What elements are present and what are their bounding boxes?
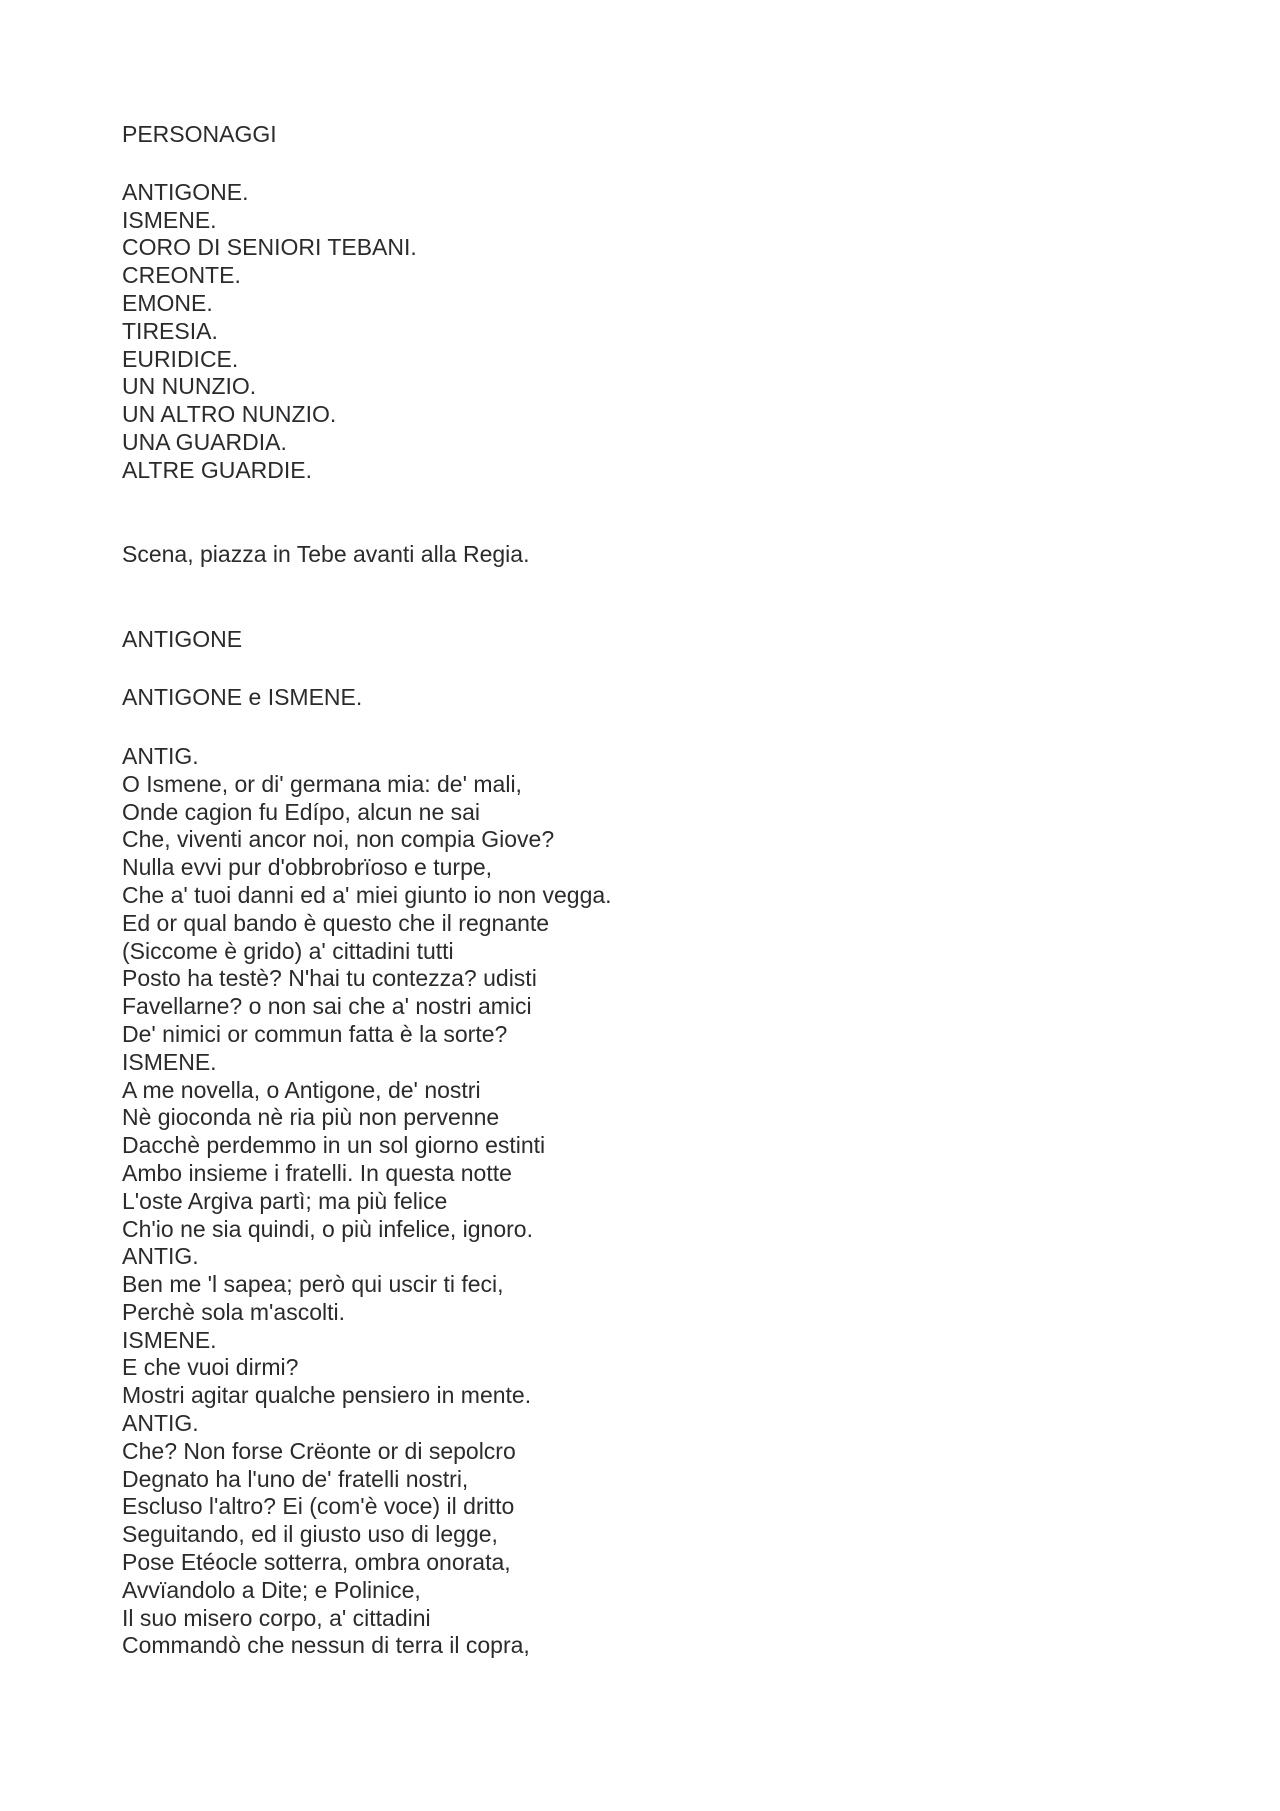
verse-line: Ambo insieme i fratelli. In questa notte	[122, 1159, 512, 1186]
verse-line: Ben me 'l sapea; però qui uscir ti feci,	[122, 1271, 504, 1298]
verse-line: Degnato ha l'uno de' fratelli nostri,	[122, 1465, 469, 1492]
section-title: ANTIGONE	[122, 626, 243, 653]
character-item: ALTRE GUARDIE.	[122, 456, 312, 483]
document-page	[122, 121, 1182, 1660]
verse-line: Escluso l'altro? Ei (com'è voce) il dritto	[122, 1493, 515, 1520]
verse-line: Dacchè perdemmo in un sol giorno estinti	[122, 1132, 546, 1159]
verse-line: Mostri agitar qualche pensiero in mente.	[122, 1382, 532, 1409]
verse-line: Posto ha testè? N'hai tu contezza? udisti	[122, 965, 537, 992]
speaker-label: ANTIG.	[122, 742, 199, 769]
verse-line: Che? Non forse Crëonte or di sepolcro	[122, 1437, 516, 1464]
character-item: ISMENE.	[122, 206, 217, 233]
character-item: EURIDICE.	[122, 345, 239, 372]
verse-line: O Ismene, or di' germana mia: de' mali,	[122, 770, 522, 797]
character-list	[122, 179, 1182, 485]
verse-line: A me novella, o Antigone, de' nostri	[122, 1076, 481, 1103]
verse-line: E che vuoi dirmi?	[122, 1354, 299, 1381]
verse-line: Pose Etéocle sotterra, ombra onorata,	[122, 1549, 511, 1576]
character-item: CREONTE.	[122, 262, 241, 289]
character-item: ANTIGONE.	[122, 178, 249, 205]
heading: PERSONAGGI	[122, 121, 277, 147]
verse-line: Nè gioconda nè ria più non pervenne	[122, 1104, 500, 1131]
dialogue	[122, 743, 1182, 1660]
scene-characters: ANTIGONE e ISMENE.	[122, 684, 363, 711]
character-item: TIRESIA.	[122, 317, 218, 344]
verse-line: (Siccome è grido) a' cittadini tutti	[122, 937, 454, 964]
speaker-label: ISMENE.	[122, 1048, 217, 1075]
speaker-label: ANTIG.	[122, 1243, 199, 1270]
verse-line: De' nimici or commun fatta è la sorte?	[122, 1020, 508, 1047]
character-item: UNA GUARDIA.	[122, 428, 287, 455]
character-item: EMONE.	[122, 289, 213, 316]
verse-line: Che a' tuoi danni ed a' miei giunto io non vegga.	[122, 881, 612, 908]
verse-line: Avvïandolo a Dite; e Polinice,	[122, 1576, 421, 1603]
character-item: UN ALTRO NUNZIO.	[122, 401, 337, 428]
verse-line: Perchè sola m'ascolti.	[122, 1298, 345, 1325]
character-item: UN NUNZIO.	[122, 373, 257, 400]
verse-line: Commandò che nessun di terra il copra,	[122, 1632, 530, 1659]
verse-line: L'oste Argiva partì; ma più felice	[122, 1187, 448, 1214]
scene-description: Scena, piazza in Tebe avanti alla Regia.	[122, 540, 530, 567]
verse-line: Nulla evvi pur d'obbrobrïoso e turpe,	[122, 854, 493, 881]
verse-line: Ch'io ne sia quindi, o più infelice, ignoro.	[122, 1215, 533, 1242]
speaker-label: ANTIG.	[122, 1410, 199, 1437]
verse-line: Ed or qual bando è questo che il regnante	[122, 909, 550, 936]
verse-line: Seguitando, ed il giusto uso di legge,	[122, 1521, 498, 1548]
verse-line: Che, viventi ancor noi, non compia Giove?	[122, 826, 555, 853]
character-item: CORO DI SENIORI TEBANI.	[122, 234, 417, 261]
speaker-label: ISMENE.	[122, 1326, 217, 1353]
verse-line: Onde cagion fu Edípo, alcun ne sai	[122, 798, 481, 825]
verse-line: Favellarne? o non sai che a' nostri amici	[122, 993, 532, 1020]
verse-line: Il suo misero corpo, a' cittadini	[122, 1604, 431, 1631]
